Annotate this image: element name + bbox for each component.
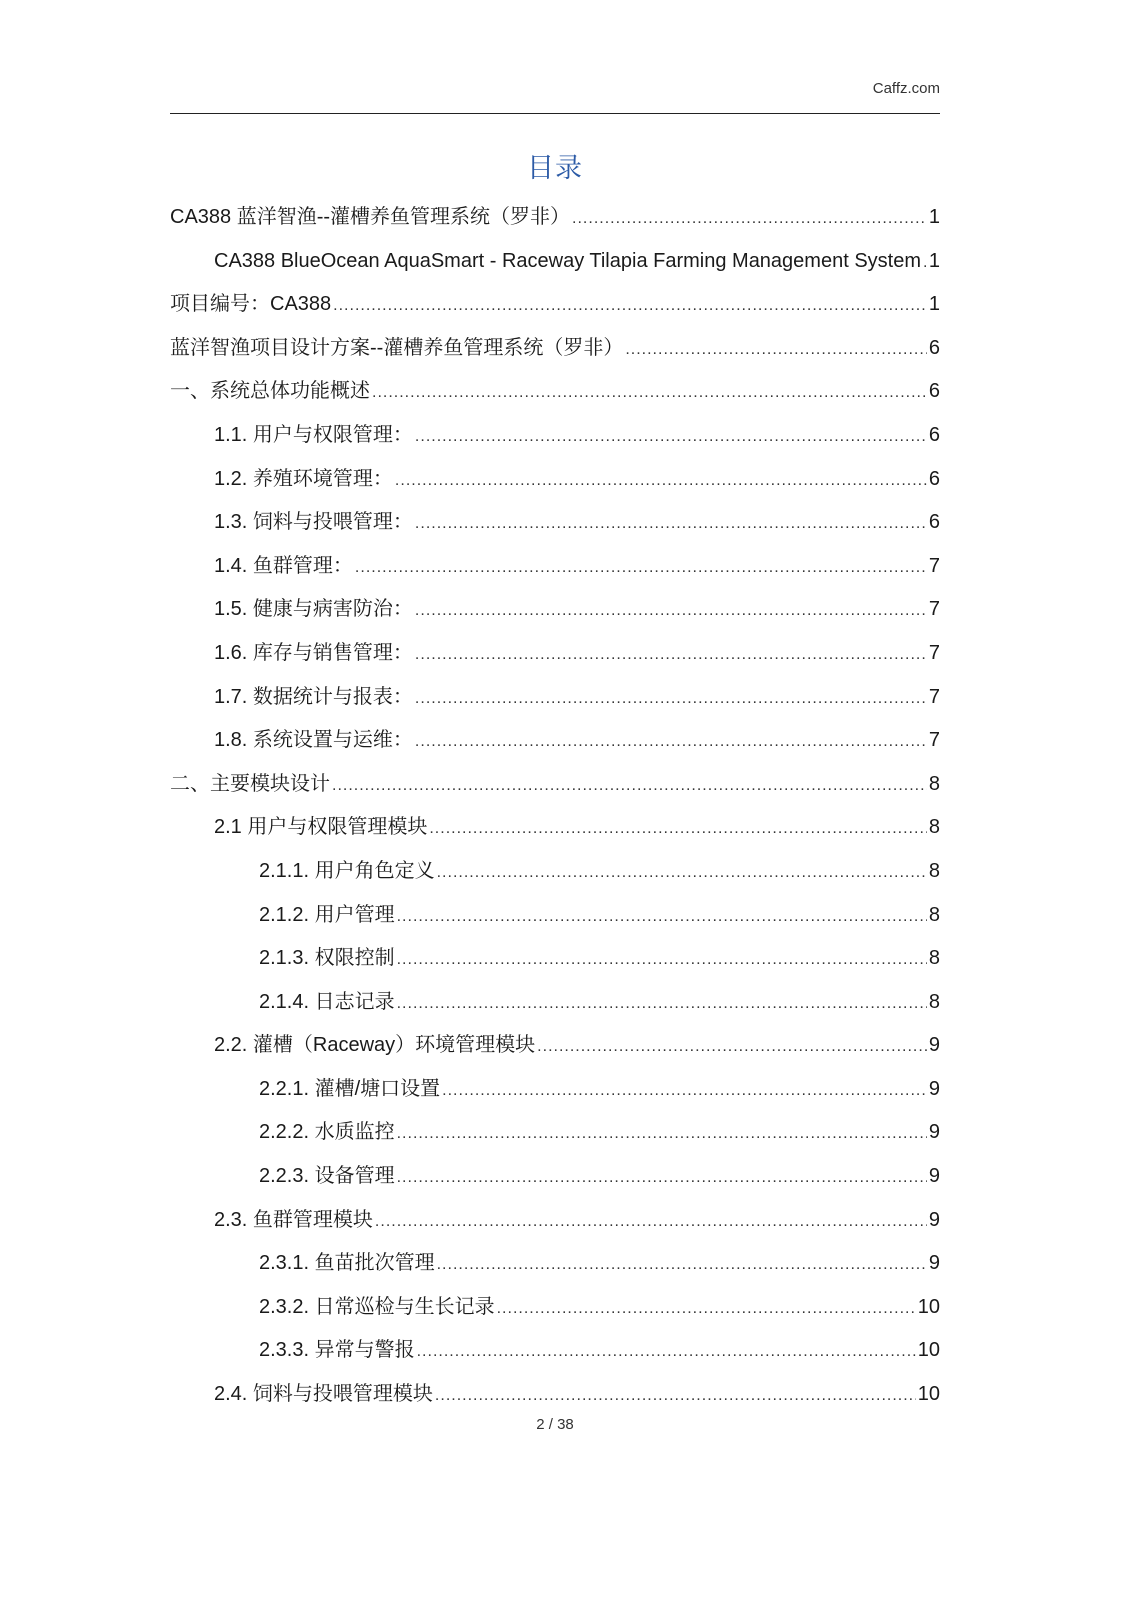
toc-leader-dots <box>437 851 927 895</box>
toc-leader-dots <box>625 328 927 372</box>
toc-entry-text: 二、主要模块设计 <box>170 772 330 795</box>
toc-entry[interactable] <box>170 1155 940 1199</box>
toc-leader-dots <box>395 459 927 503</box>
toc-leader-dots <box>415 677 927 721</box>
toc-entry-text: 2.3.1. 鱼苗批次管理 <box>259 1252 435 1275</box>
toc-leader-dots <box>372 371 927 415</box>
toc-entry[interactable] <box>170 937 940 981</box>
toc-entry-text: 2.1.1. 用户角色定义 <box>259 859 435 882</box>
toc-entry[interactable] <box>170 763 940 807</box>
toc-entry-text: 2.3. 鱼群管理模块 <box>214 1208 373 1231</box>
toc-leader-dots <box>397 938 927 982</box>
toc-entry-text: 项目编号：CA388 <box>170 293 332 316</box>
toc-entry[interactable] <box>170 1024 940 1068</box>
toc-entry-page-number: 10 <box>917 1295 940 1318</box>
toc-leader-dots <box>333 284 927 328</box>
toc-entry-page-number: 8 <box>928 859 940 882</box>
toc-entry-text: 1.1. 用户与权限管理： <box>214 423 413 446</box>
toc-entry-page-number: 6 <box>928 511 940 534</box>
toc-entry[interactable] <box>170 1329 940 1373</box>
toc-entry[interactable] <box>170 850 940 894</box>
toc-entry[interactable] <box>170 894 940 938</box>
toc-leader-dots <box>415 502 927 546</box>
table-of-contents <box>170 196 940 1417</box>
toc-entry-page-number: 7 <box>928 554 940 577</box>
toc-entry[interactable] <box>170 283 940 327</box>
toc-entry[interactable] <box>170 1068 940 1112</box>
toc-entry-text: 2.2.2. 水质监控 <box>259 1121 395 1144</box>
toc-entry-page-number: 7 <box>928 598 940 621</box>
toc-entry-text: 1.7. 数据统计与报表： <box>214 685 413 708</box>
toc-entry-text: 2.1.4. 日志记录 <box>259 990 395 1013</box>
toc-leader-dots <box>572 197 927 241</box>
toc-title: 目录 <box>527 153 583 183</box>
toc-leader-dots <box>415 589 927 633</box>
toc-leader-dots <box>397 1112 927 1156</box>
toc-leader-dots <box>497 1287 916 1331</box>
toc-entry-text: 1.4. 鱼群管理： <box>214 554 353 577</box>
toc-entry[interactable] <box>170 1286 940 1330</box>
toc-entry-text: 2.2.3. 设备管理 <box>259 1165 395 1188</box>
header-brand: Caffz.com <box>872 80 940 97</box>
toc-leader-dots <box>415 633 927 677</box>
toc-entry-page-number: 7 <box>928 729 940 752</box>
toc-entry-page-number: 8 <box>928 816 940 839</box>
toc-entry-text: 1.2. 养殖环境管理： <box>214 467 393 490</box>
toc-entry[interactable] <box>170 981 940 1025</box>
toc-entry-page-number: 1 <box>928 249 940 272</box>
toc-leader-dots <box>397 895 927 939</box>
toc-entry[interactable] <box>170 501 940 545</box>
toc-entry[interactable] <box>170 1111 940 1155</box>
toc-leader-dots <box>415 415 927 459</box>
toc-entry[interactable] <box>170 327 940 371</box>
toc-entry-page-number: 9 <box>928 1121 940 1144</box>
header-divider <box>170 113 940 114</box>
toc-leader-dots <box>332 764 927 808</box>
toc-entry-page-number: 9 <box>928 1208 940 1231</box>
toc-entry[interactable] <box>170 458 940 502</box>
toc-entry-page-number: 9 <box>928 1077 940 1100</box>
toc-entry[interactable] <box>170 676 940 720</box>
toc-entry[interactable] <box>170 545 940 589</box>
toc-leader-dots <box>375 1200 927 1244</box>
toc-entry-text: 2.2. 灌槽（Raceway）环境管理模块 <box>214 1034 536 1057</box>
toc-entry[interactable] <box>170 414 940 458</box>
toc-leader-dots <box>355 546 927 590</box>
toc-entry-text: CA388 蓝洋智渔--灌槽养鱼管理系统（罗非） <box>170 206 571 228</box>
page-number: 2 / 38 <box>536 1416 574 1433</box>
toc-entry-page-number: 8 <box>928 772 940 795</box>
toc-leader-dots <box>442 1069 927 1113</box>
toc-entry[interactable] <box>170 196 940 240</box>
toc-leader-dots <box>437 1243 927 1287</box>
toc-entry[interactable] <box>170 588 940 632</box>
toc-entry-page-number: 10 <box>917 1383 940 1406</box>
toc-entry-text: 一、系统总体功能概述 <box>170 380 370 403</box>
toc-entry[interactable] <box>170 806 940 850</box>
toc-entry[interactable] <box>170 370 940 414</box>
toc-entry-page-number: 9 <box>928 1034 940 1057</box>
toc-entry-text: 2.1 用户与权限管理模块 <box>214 816 428 839</box>
toc-entry-text: 2.3.2. 日常巡检与生长记录 <box>259 1295 495 1318</box>
toc-entry[interactable] <box>170 719 940 763</box>
toc-entry[interactable] <box>170 1199 940 1243</box>
toc-leader-dots <box>397 982 927 1026</box>
toc-entry-text: 2.2.1. 灌槽/塘口设置 <box>259 1077 441 1100</box>
toc-entry[interactable] <box>170 1373 940 1417</box>
toc-leader-dots <box>537 1025 927 1069</box>
toc-entry-text: 1.3. 饲料与投喂管理： <box>214 511 413 534</box>
toc-entry-text: CA388 BlueOcean AquaSmart - Raceway Tilapia Farming Management System <box>214 249 922 272</box>
toc-entry-page-number: 7 <box>928 641 940 664</box>
toc-entry-page-number: 6 <box>928 467 940 490</box>
toc-leader-dots <box>417 1330 916 1374</box>
toc-entry[interactable] <box>170 1242 940 1286</box>
toc-entry-text: 1.8. 系统设置与运维： <box>214 729 413 752</box>
toc-entry-page-number: 8 <box>928 903 940 926</box>
toc-leader-dots <box>415 720 927 764</box>
toc-entry-text: 1.5. 健康与病害防治： <box>214 598 413 621</box>
toc-entry-page-number: 1 <box>928 293 940 316</box>
toc-leader-dots <box>429 807 927 851</box>
toc-entry-text: 1.6. 库存与销售管理： <box>214 641 413 664</box>
toc-leader-dots <box>397 1156 927 1200</box>
toc-entry-page-number: 9 <box>928 1252 940 1275</box>
toc-entry-text: 2.4. 饲料与投喂管理模块 <box>214 1383 433 1406</box>
toc-entry-page-number: 8 <box>928 990 940 1013</box>
toc-entry-text: 2.1.2. 用户管理 <box>259 903 395 926</box>
toc-entry-text: 蓝洋智渔项目设计方案--灌槽养鱼管理系统（罗非） <box>170 336 624 359</box>
toc-entry[interactable] <box>170 632 940 676</box>
toc-entry-page-number: 6 <box>928 336 940 359</box>
toc-entry-page-number: 9 <box>928 1165 940 1188</box>
toc-entry[interactable] <box>170 240 940 284</box>
toc-entry-text: 2.3.3. 异常与警报 <box>259 1339 415 1362</box>
toc-entry-page-number: 6 <box>928 380 940 403</box>
toc-leader-dots <box>435 1374 916 1418</box>
toc-entry-text: 2.1.3. 权限控制 <box>259 947 395 970</box>
toc-entry-page-number: 1 <box>928 206 940 228</box>
toc-entry-page-number: 10 <box>917 1339 940 1362</box>
toc-leader-dots <box>923 241 927 285</box>
toc-entry-page-number: 7 <box>928 685 940 708</box>
toc-entry-page-number: 6 <box>928 423 940 446</box>
toc-entry-page-number: 8 <box>928 947 940 970</box>
